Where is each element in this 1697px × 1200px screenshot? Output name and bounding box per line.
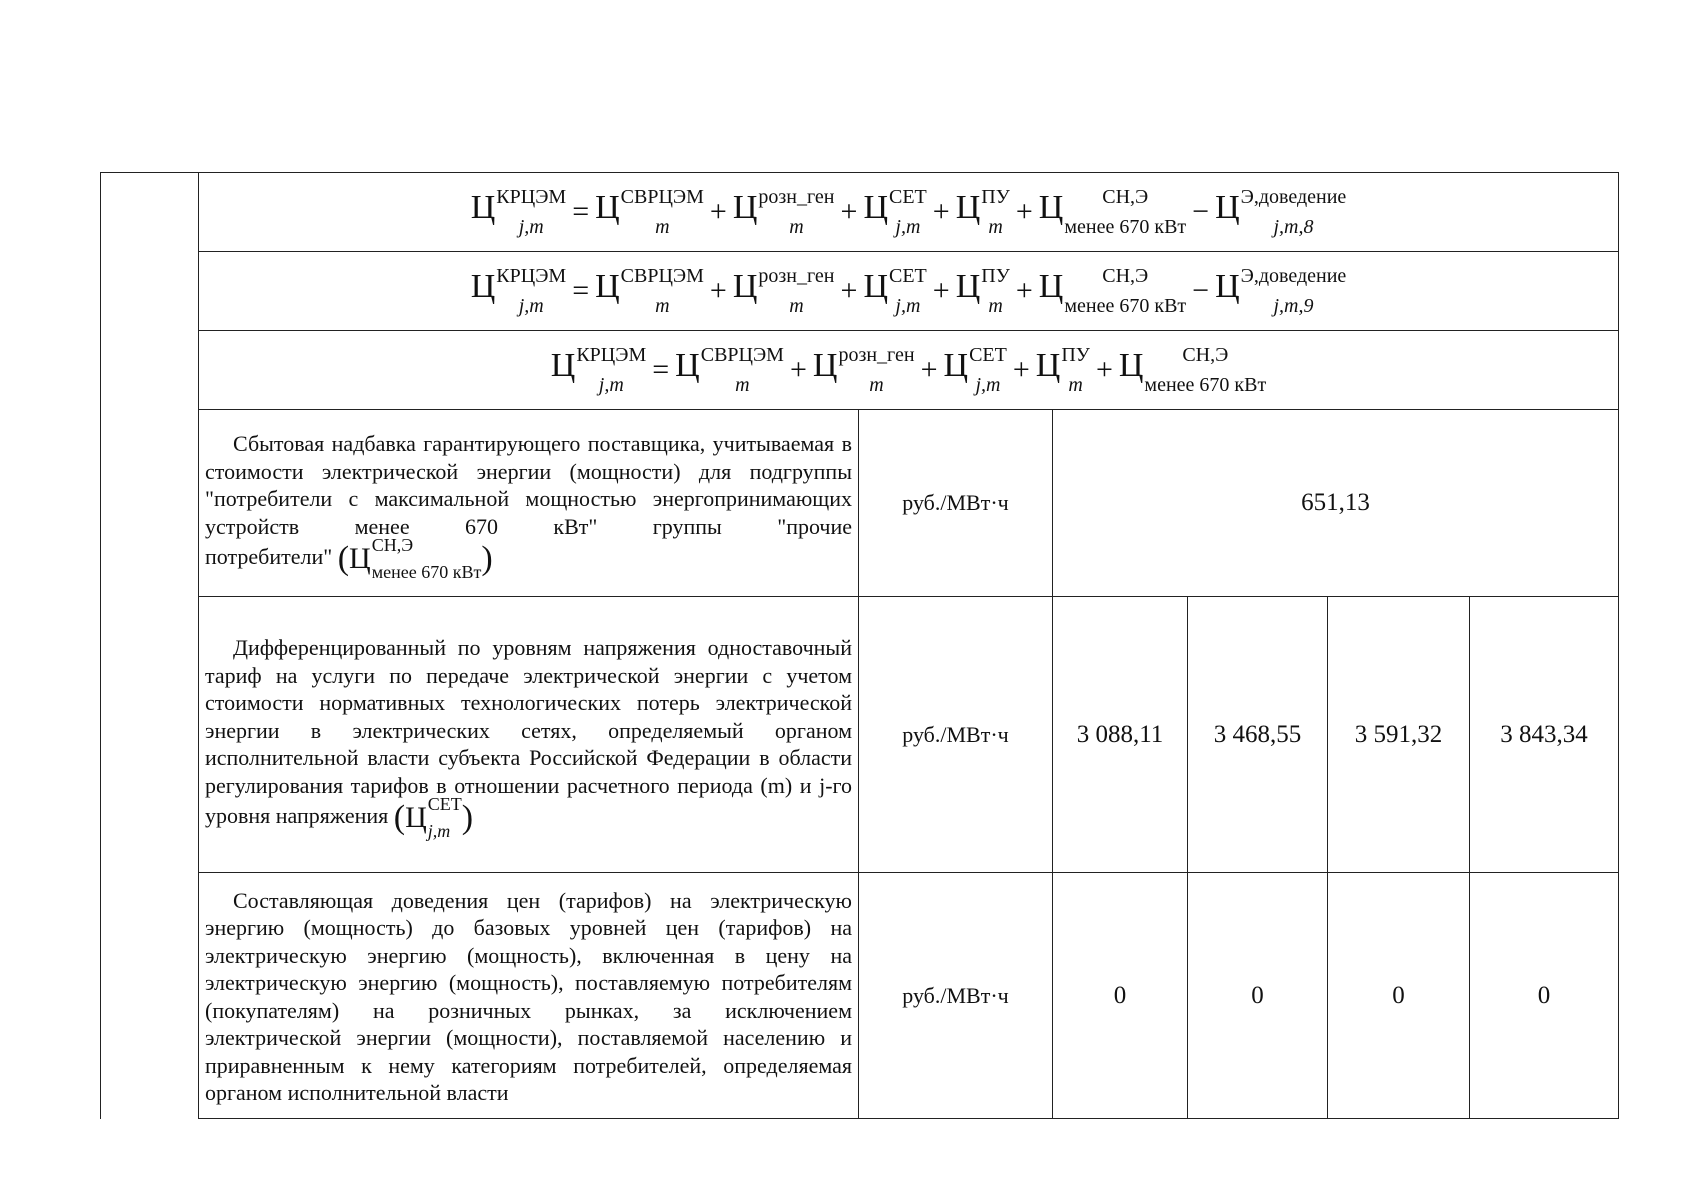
formula-base: Ц (1215, 268, 1240, 306)
formula-cell (199, 173, 1619, 252)
formula-base: Ц (1038, 268, 1064, 306)
formula-subscript: m (1068, 374, 1083, 396)
formula-operator: + (709, 274, 727, 307)
formula-subscript: m (869, 374, 884, 396)
value-cell: 0 (1470, 873, 1619, 1119)
tariff-table (100, 172, 1619, 1119)
formula-subscript: j,m,8 (1273, 216, 1314, 238)
formula-term (1035, 344, 1090, 396)
value-cell: 0 (1328, 873, 1470, 1119)
formula-base: Ц (595, 268, 620, 306)
formula-term (1215, 186, 1347, 238)
formula-superscript: КРЦЭМ (496, 265, 567, 287)
formula-operator: − (1192, 274, 1210, 307)
formula-superscript: КРЦЭМ (496, 186, 567, 208)
formula-operator: + (932, 274, 950, 307)
formula (470, 186, 1347, 238)
unit-cell: руб./МВт·ч (859, 873, 1053, 1119)
formula-base: Ц (550, 347, 576, 385)
formula-base: Ц (863, 268, 888, 306)
formula-operator: + (932, 195, 950, 228)
formula-term (1038, 186, 1187, 238)
formula-term (595, 265, 704, 317)
formula-base: Ц (1035, 347, 1061, 385)
formula-subscript: j,m,9 (1273, 295, 1314, 317)
formula-term (675, 344, 784, 396)
formula-subscript: m (655, 295, 670, 317)
formula-subscript: m (789, 295, 804, 317)
formula-superscript: Э,доведение (1240, 265, 1347, 287)
formula-subscript: менее 670 кВт (1064, 216, 1187, 238)
formula (550, 344, 1267, 396)
formula-subscript: m (988, 295, 1003, 317)
table-row (101, 597, 1619, 873)
formula-subscript: j,m (598, 374, 624, 396)
formula-superscript: ПУ (981, 186, 1010, 208)
row-description (199, 597, 859, 873)
value-cell: 0 (1053, 873, 1188, 1119)
formula-base: Ц (955, 189, 981, 227)
formula-subscript: j,m (975, 374, 1001, 396)
formula-row-1 (101, 173, 1619, 252)
formula-superscript: КРЦЭМ (576, 344, 647, 366)
description-text: Составляющая доведения цен (тарифов) на электрическую энергию (мощность) до базовых уровней цен (тарифов) на электрическую энергию (мощность), включенная в цену на электрическую энергию (мощность), поставляемую потребителям (покупателям) на розничных рынках, за исключением электрической энергии (мощности), поставляемой населению и приравненным к нему категориям потребителей, определяемая органом исполнительной власти (205, 887, 852, 1105)
row-description (199, 873, 859, 1119)
value-cell: 3 088,11 (1053, 597, 1188, 873)
formula-term (1215, 265, 1347, 317)
formula-base: Ц (1038, 189, 1064, 227)
formula-row-2 (101, 252, 1619, 331)
formula-superscript: СВРЦЭМ (620, 186, 704, 208)
formula-superscript: СН,Э (1182, 344, 1229, 366)
formula-term (812, 344, 915, 396)
value-cell-merged: 651,13 (1053, 410, 1619, 597)
formula-base: Ц (1118, 347, 1144, 385)
formula-operator: + (1095, 353, 1113, 386)
unit-cell: руб./МВт·ч (859, 597, 1053, 873)
formula-base: Ц (732, 189, 758, 227)
symbol-sub: менее 670 кВт (371, 562, 482, 582)
symbol-base: Ц (349, 542, 371, 576)
unit-cell: руб./МВт·ч (859, 410, 1053, 597)
table-row (101, 410, 1619, 597)
formula-operator: = (572, 274, 590, 307)
formula-base: Ц (595, 189, 620, 227)
formula-base: Ц (732, 268, 758, 306)
formula-cell (199, 252, 1619, 331)
formula-term (863, 186, 927, 238)
value-cell: 0 (1188, 873, 1328, 1119)
formula-base: Ц (470, 268, 496, 306)
formula-superscript: СЕТ (889, 265, 927, 287)
formula-operator: − (1192, 195, 1210, 228)
inline-symbol: (Ц СН,Э менее 670 кВт ) (337, 535, 493, 582)
formula-term (732, 265, 835, 317)
description-text: Сбытовая надбавка гарантирующего поставщика, учитываемая в стоимости электрической энергии (мощности) для подгруппы "потребители с максимальной мощностью энергопринимающих устройств менее 670 кВт" группы "прочие потребители" (205, 431, 852, 570)
row-description (199, 410, 859, 597)
formula-superscript: СЕТ (969, 344, 1007, 366)
formula-operator: + (709, 195, 727, 228)
formula-term (595, 186, 704, 238)
formula-base: Ц (812, 347, 838, 385)
value-cell: 3 468,55 (1188, 597, 1328, 873)
formula-row-3 (101, 331, 1619, 410)
formula-operator: + (840, 274, 858, 307)
formula-superscript: СВРЦЭМ (700, 344, 784, 366)
formula-base: Ц (675, 347, 700, 385)
formula-lhs (550, 344, 647, 396)
value-cell: 3 843,34 (1470, 597, 1619, 873)
formula-operator: + (920, 353, 938, 386)
formula-term (955, 265, 1010, 317)
formula-subscript: m (789, 216, 804, 238)
formula-lhs (470, 186, 567, 238)
formula-term (955, 186, 1010, 238)
formula-superscript: СВРЦЭМ (620, 265, 704, 287)
symbol-sup: СН,Э (371, 535, 414, 555)
formula-superscript: розн_ген (758, 186, 835, 208)
table-row (101, 873, 1619, 1119)
formula-subscript: менее 670 кВт (1144, 374, 1267, 396)
formula-superscript: ПУ (981, 265, 1010, 287)
formula-base: Ц (955, 268, 981, 306)
formula-base: Ц (863, 189, 888, 227)
formula-superscript: Э,доведение (1240, 186, 1347, 208)
formula-superscript: СН,Э (1102, 265, 1149, 287)
formula-superscript: СЕТ (889, 186, 927, 208)
formula-base: Ц (470, 189, 496, 227)
formula-term (1038, 265, 1187, 317)
formula-term (732, 186, 835, 238)
formula-subscript: j,m (895, 216, 921, 238)
symbol-sup: СЕТ (427, 794, 462, 814)
formula-term (863, 265, 927, 317)
formula-operator: + (1015, 195, 1033, 228)
formula-subscript: j,m (518, 216, 544, 238)
formula-subscript: m (735, 374, 750, 396)
formula-cell (199, 331, 1619, 410)
formula-operator: + (1015, 274, 1033, 307)
formula (470, 265, 1347, 317)
value-cell: 3 591,32 (1328, 597, 1470, 873)
inline-symbol: (Ц СЕТ j,m ) (393, 794, 474, 841)
formula-operator: + (840, 195, 858, 228)
formula-operator: + (1012, 353, 1030, 386)
formula-subscript: m (655, 216, 670, 238)
formula-operator: = (572, 195, 590, 228)
formula-operator: + (789, 353, 807, 386)
formula-superscript: розн_ген (758, 265, 835, 287)
symbol-base: Ц (405, 801, 427, 835)
formula-lhs (470, 265, 567, 317)
formula-subscript: m (988, 216, 1003, 238)
formula-superscript: розн_ген (838, 344, 915, 366)
formula-base: Ц (1215, 189, 1240, 227)
formula-base: Ц (943, 347, 969, 385)
formula-subscript: j,m (518, 295, 544, 317)
formula-subscript: j,m (895, 295, 921, 317)
formula-superscript: ПУ (1061, 344, 1090, 366)
formula-subscript: менее 670 кВт (1064, 295, 1187, 317)
left-margin-column (101, 173, 199, 1119)
formula-superscript: СН,Э (1102, 186, 1149, 208)
description-text: Дифференцированный по уровням напряжения одноставочный тариф на услуги по передаче электрической энергии с учетом стоимости нормативных технологических потерь электрической энергии в электрических сетях, определяемый органом исполнительной власти субъекта Российской Федерации в области регулирования тарифов в отношении расчетного периода (m) и j-го уровня напряжения (205, 635, 852, 829)
formula-operator: = (652, 353, 670, 386)
formula-term (943, 344, 1007, 396)
symbol-sub: j,m (427, 821, 451, 841)
formula-term (1118, 344, 1267, 396)
